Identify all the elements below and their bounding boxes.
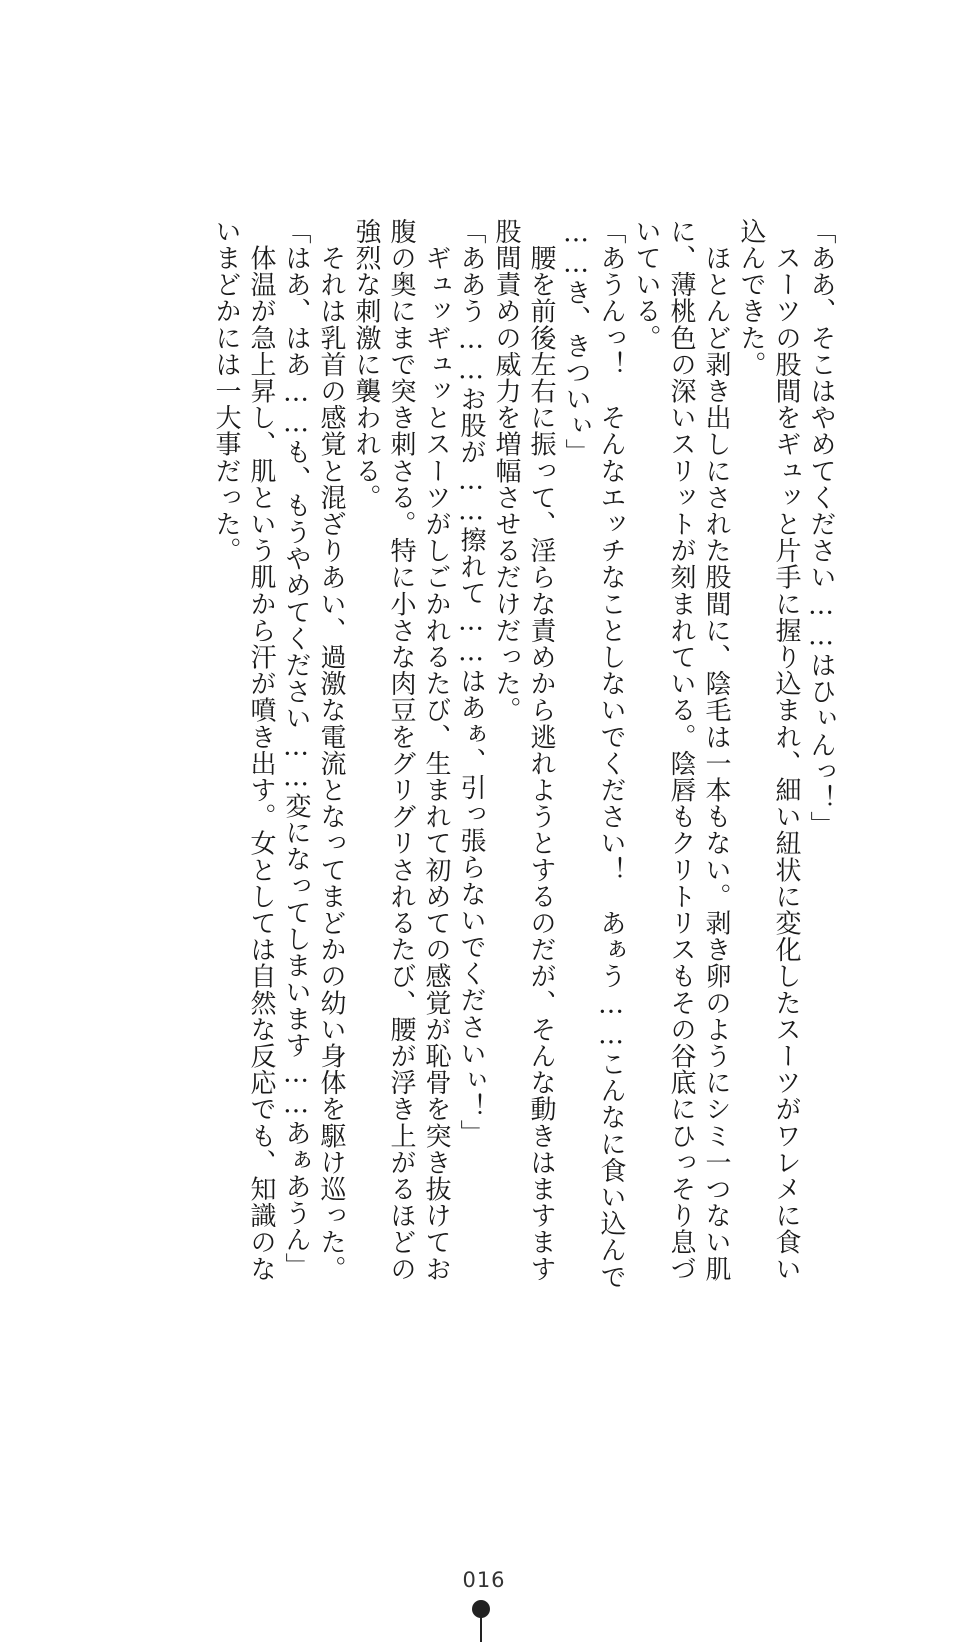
text-line: 強烈な刺激に襲われる。 [351, 218, 381, 511]
text-line: 腰を前後左右に振って、淫らな責めから逃れようとするのだが、そんな動きはますます [526, 218, 556, 1282]
page-marker-line [480, 1616, 482, 1642]
text-line: 込んできた。 [736, 218, 766, 378]
text-line: ギュッギュッとスーツがしごかれるたび、生まれて初めての感覚が恥骨を突き抜けてお [421, 218, 451, 1282]
text-line: ……き、きついぃ」 [561, 218, 591, 466]
text-line: スーツの股間をギュッと片手に握り込まれ、細い紐状に変化したスーツがワレメに食い [771, 218, 801, 1282]
text-line: 「ああ、そこはやめてください……はひぃんっ！」 [806, 218, 836, 838]
text-line: 股間責めの威力を増幅させるだけだった。 [491, 218, 521, 724]
text-line: に、薄桃色の深いスリットが刻まれている。陰唇もクリトリスもその谷底にひっそり息づ [666, 218, 696, 1282]
text-line: 腹の奥にまで突き刺さる。特に小さな肉豆をグリグリされるたび、腰が浮き上がるほどの [386, 218, 416, 1282]
text-line: 「はあ、はあ……も、もうやめてください……変になってしまいます……あぁあうん」 [281, 218, 311, 1280]
text-line: それは乳首の感覚と混ざりあい、過激な電流となってまどかの幼い身体を駆け巡った。 [316, 218, 346, 1282]
text-line: 「あうんっ！ そんなエッチなことしないでください！ あぁう……こんなに食い込んで [596, 218, 626, 1290]
page-number: 016 [462, 1568, 506, 1592]
text-line: 「ああう……お股が……擦れて……はあぁ、引っ張らないでくださいぃ！」 [456, 218, 486, 1147]
text-line: いている。 [631, 218, 661, 351]
text-line: 体温が急上昇し、肌という肌から汗が噴き出す。女としては自然な反応でも、知識のな [246, 218, 276, 1282]
text-line: ほとんど剥き出しにされた股間に、陰毛は一本もない。剥き卵のようにシミ一つない肌 [701, 218, 731, 1282]
text-line: いまどかには一大事だった。 [211, 218, 241, 564]
vertical-text-body [208, 218, 838, 1358]
